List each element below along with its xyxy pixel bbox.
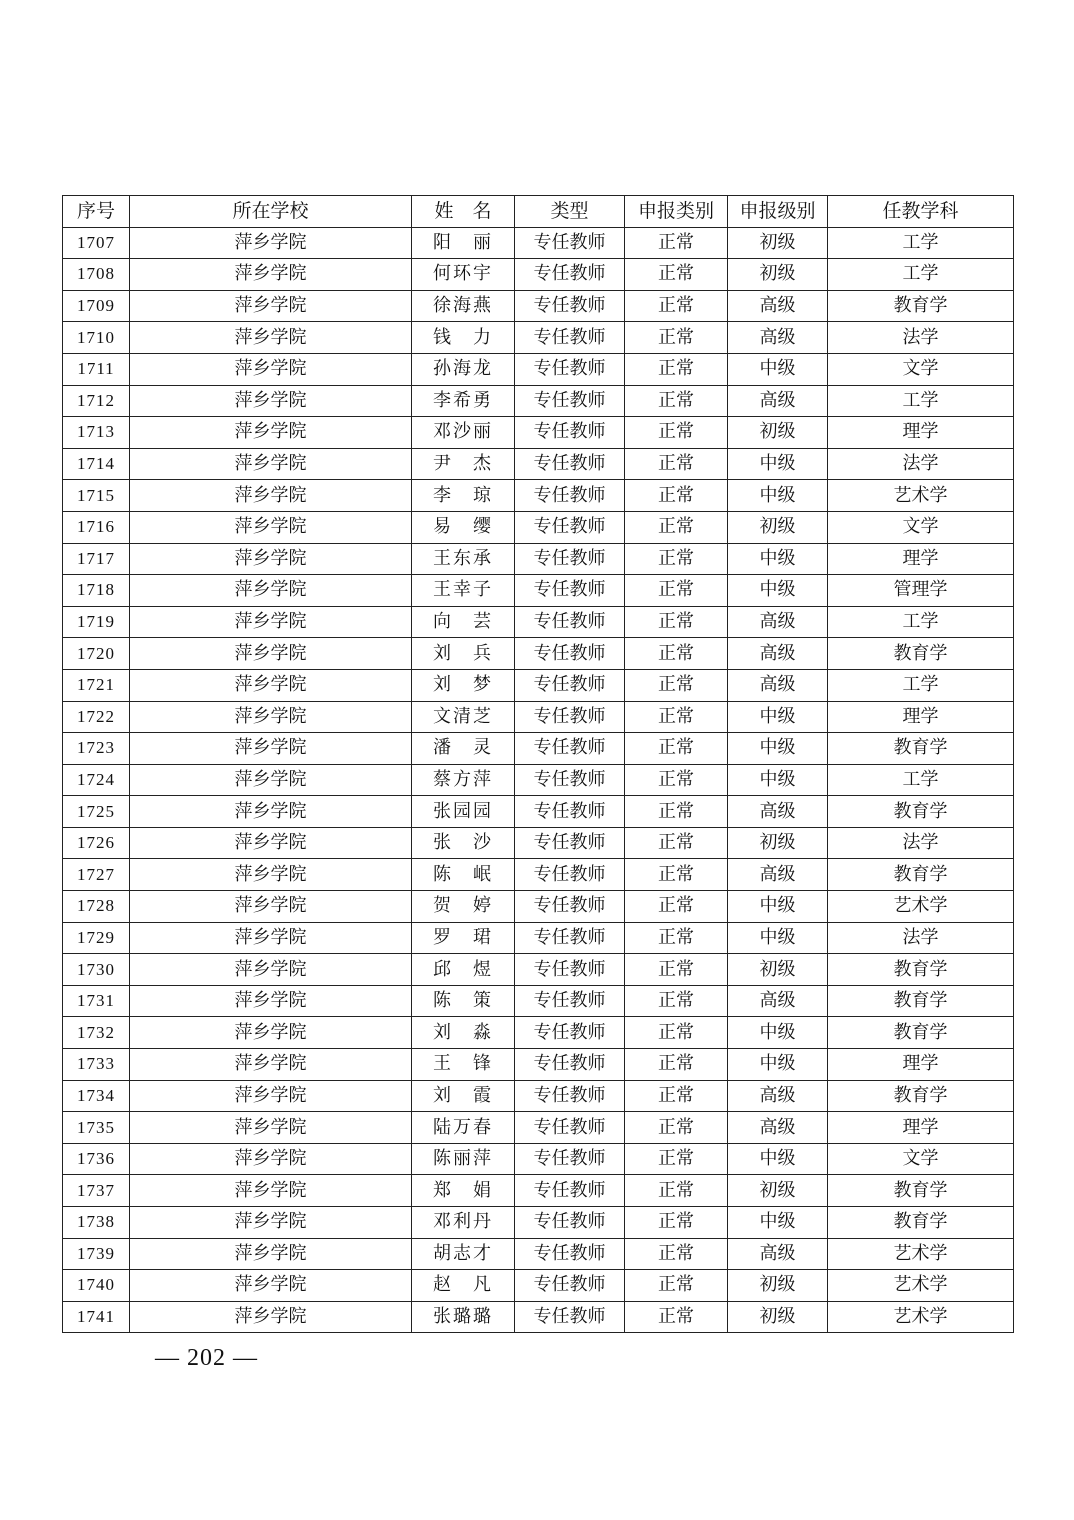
table-row <box>63 1049 1014 1081</box>
cell-apply-level: 中级 <box>728 543 828 575</box>
cell-name: 胡志才 <box>412 1238 515 1270</box>
cell-apply-level: 高级 <box>728 859 828 891</box>
header-no: 序号 <box>63 196 130 228</box>
cell-no: 1731 <box>63 985 130 1017</box>
cell-type: 专任教师 <box>515 954 625 986</box>
cell-no: 1740 <box>63 1270 130 1302</box>
cell-no: 1732 <box>63 1017 130 1049</box>
cell-no: 1712 <box>63 385 130 417</box>
cell-name: 郑 娟 <box>412 1175 515 1207</box>
table-row <box>63 733 1014 765</box>
cell-school: 萍乡学院 <box>130 417 412 449</box>
cell-apply-category: 正常 <box>625 1270 728 1302</box>
cell-apply-level: 中级 <box>728 1207 828 1239</box>
cell-apply-level: 初级 <box>728 511 828 543</box>
cell-type: 专任教师 <box>515 1017 625 1049</box>
cell-no: 1719 <box>63 606 130 638</box>
cell-subject: 管理学 <box>828 575 1014 607</box>
cell-apply-level: 中级 <box>728 1143 828 1175</box>
cell-no: 1737 <box>63 1175 130 1207</box>
cell-subject: 工学 <box>828 669 1014 701</box>
cell-apply-category: 正常 <box>625 827 728 859</box>
cell-apply-category: 正常 <box>625 259 728 291</box>
cell-school: 萍乡学院 <box>130 448 412 480</box>
cell-no: 1733 <box>63 1049 130 1081</box>
cell-type: 专任教师 <box>515 1207 625 1239</box>
cell-apply-level: 中级 <box>728 891 828 923</box>
cell-type: 专任教师 <box>515 827 625 859</box>
cell-no: 1721 <box>63 669 130 701</box>
cell-name: 蔡方萍 <box>412 764 515 796</box>
cell-school: 萍乡学院 <box>130 227 412 259</box>
cell-subject: 教育学 <box>828 985 1014 1017</box>
cell-apply-category: 正常 <box>625 1112 728 1144</box>
cell-type: 专任教师 <box>515 259 625 291</box>
cell-type: 专任教师 <box>515 227 625 259</box>
cell-apply-category: 正常 <box>625 922 728 954</box>
cell-type: 专任教师 <box>515 353 625 385</box>
header-type: 类型 <box>515 196 625 228</box>
cell-type: 专任教师 <box>515 1143 625 1175</box>
cell-type: 专任教师 <box>515 922 625 954</box>
cell-name: 王东承 <box>412 543 515 575</box>
cell-name: 邓利丹 <box>412 1207 515 1239</box>
cell-name: 向 芸 <box>412 606 515 638</box>
table-row <box>63 669 1014 701</box>
cell-no: 1711 <box>63 353 130 385</box>
cell-apply-level: 高级 <box>728 1112 828 1144</box>
cell-name: 王 锋 <box>412 1049 515 1081</box>
cell-type: 专任教师 <box>515 1049 625 1081</box>
table-row <box>63 1238 1014 1270</box>
cell-name: 陈 岷 <box>412 859 515 891</box>
table-row <box>63 954 1014 986</box>
cell-no: 1714 <box>63 448 130 480</box>
table-row <box>63 543 1014 575</box>
cell-apply-level: 高级 <box>728 796 828 828</box>
table-body <box>63 227 1014 1333</box>
cell-school: 萍乡学院 <box>130 543 412 575</box>
cell-school: 萍乡学院 <box>130 638 412 670</box>
cell-school: 萍乡学院 <box>130 1143 412 1175</box>
cell-no: 1739 <box>63 1238 130 1270</box>
cell-no: 1709 <box>63 290 130 322</box>
cell-subject: 教育学 <box>828 733 1014 765</box>
cell-subject: 文学 <box>828 1143 1014 1175</box>
table-row <box>63 859 1014 891</box>
cell-subject: 艺术学 <box>828 1270 1014 1302</box>
cell-apply-category: 正常 <box>625 448 728 480</box>
cell-apply-level: 初级 <box>728 827 828 859</box>
cell-name: 易 缨 <box>412 511 515 543</box>
cell-subject: 法学 <box>828 922 1014 954</box>
cell-apply-level: 初级 <box>728 417 828 449</box>
cell-type: 专任教师 <box>515 543 625 575</box>
cell-type: 专任教师 <box>515 1175 625 1207</box>
cell-apply-level: 中级 <box>728 922 828 954</box>
table-row <box>63 511 1014 543</box>
table-row <box>63 353 1014 385</box>
cell-name: 刘 霞 <box>412 1080 515 1112</box>
cell-type: 专任教师 <box>515 575 625 607</box>
cell-subject: 理学 <box>828 543 1014 575</box>
cell-type: 专任教师 <box>515 859 625 891</box>
cell-apply-level: 中级 <box>728 733 828 765</box>
cell-apply-category: 正常 <box>625 511 728 543</box>
cell-subject: 艺术学 <box>828 480 1014 512</box>
cell-type: 专任教师 <box>515 511 625 543</box>
cell-apply-category: 正常 <box>625 701 728 733</box>
cell-no: 1718 <box>63 575 130 607</box>
cell-school: 萍乡学院 <box>130 669 412 701</box>
cell-name: 张璐璐 <box>412 1301 515 1333</box>
cell-apply-category: 正常 <box>625 575 728 607</box>
cell-school: 萍乡学院 <box>130 701 412 733</box>
table-row <box>63 606 1014 638</box>
cell-type: 专任教师 <box>515 448 625 480</box>
cell-no: 1713 <box>63 417 130 449</box>
cell-apply-category: 正常 <box>625 859 728 891</box>
cell-apply-level: 中级 <box>728 1049 828 1081</box>
cell-name: 邓沙丽 <box>412 417 515 449</box>
cell-school: 萍乡学院 <box>130 764 412 796</box>
cell-subject: 工学 <box>828 764 1014 796</box>
cell-apply-level: 中级 <box>728 1017 828 1049</box>
cell-apply-level: 初级 <box>728 259 828 291</box>
cell-apply-category: 正常 <box>625 669 728 701</box>
cell-no: 1734 <box>63 1080 130 1112</box>
cell-apply-category: 正常 <box>625 954 728 986</box>
cell-school: 萍乡学院 <box>130 1112 412 1144</box>
cell-name: 文清芝 <box>412 701 515 733</box>
cell-no: 1716 <box>63 511 130 543</box>
table-header-row <box>63 196 1014 228</box>
cell-type: 专任教师 <box>515 1238 625 1270</box>
cell-apply-level: 高级 <box>728 322 828 354</box>
cell-name: 张园园 <box>412 796 515 828</box>
cell-apply-level: 中级 <box>728 575 828 607</box>
cell-no: 1729 <box>63 922 130 954</box>
cell-school: 萍乡学院 <box>130 1080 412 1112</box>
table-row <box>63 575 1014 607</box>
cell-school: 萍乡学院 <box>130 891 412 923</box>
cell-type: 专任教师 <box>515 385 625 417</box>
cell-school: 萍乡学院 <box>130 1049 412 1081</box>
cell-name: 刘 淼 <box>412 1017 515 1049</box>
table-row <box>63 480 1014 512</box>
table-row <box>63 1207 1014 1239</box>
cell-subject: 理学 <box>828 1112 1014 1144</box>
cell-type: 专任教师 <box>515 733 625 765</box>
cell-apply-category: 正常 <box>625 1207 728 1239</box>
cell-school: 萍乡学院 <box>130 290 412 322</box>
table-row <box>63 764 1014 796</box>
header-name: 姓 名 <box>412 196 515 228</box>
cell-subject: 工学 <box>828 606 1014 638</box>
table-row <box>63 1175 1014 1207</box>
cell-apply-category: 正常 <box>625 290 728 322</box>
cell-apply-level: 初级 <box>728 227 828 259</box>
cell-apply-category: 正常 <box>625 543 728 575</box>
cell-name: 贺 婷 <box>412 891 515 923</box>
cell-apply-level: 中级 <box>728 480 828 512</box>
table-row <box>63 1143 1014 1175</box>
cell-school: 萍乡学院 <box>130 259 412 291</box>
cell-subject: 教育学 <box>828 290 1014 322</box>
cell-no: 1715 <box>63 480 130 512</box>
cell-apply-level: 初级 <box>728 1270 828 1302</box>
cell-no: 1717 <box>63 543 130 575</box>
cell-apply-level: 初级 <box>728 954 828 986</box>
cell-apply-level: 高级 <box>728 290 828 322</box>
cell-apply-category: 正常 <box>625 764 728 796</box>
cell-type: 专任教师 <box>515 764 625 796</box>
cell-name: 阳 丽 <box>412 227 515 259</box>
cell-subject: 法学 <box>828 448 1014 480</box>
cell-name: 孙海龙 <box>412 353 515 385</box>
table-row <box>63 1112 1014 1144</box>
cell-school: 萍乡学院 <box>130 480 412 512</box>
table-row <box>63 322 1014 354</box>
cell-apply-level: 高级 <box>728 385 828 417</box>
cell-school: 萍乡学院 <box>130 859 412 891</box>
cell-name: 刘 梦 <box>412 669 515 701</box>
cell-apply-category: 正常 <box>625 227 728 259</box>
cell-apply-level: 中级 <box>728 448 828 480</box>
cell-apply-category: 正常 <box>625 480 728 512</box>
table-row <box>63 827 1014 859</box>
cell-name: 尹 杰 <box>412 448 515 480</box>
cell-no: 1738 <box>63 1207 130 1239</box>
cell-apply-category: 正常 <box>625 606 728 638</box>
cell-no: 1708 <box>63 259 130 291</box>
cell-apply-category: 正常 <box>625 1175 728 1207</box>
cell-subject: 工学 <box>828 227 1014 259</box>
cell-type: 专任教师 <box>515 1112 625 1144</box>
cell-type: 专任教师 <box>515 606 625 638</box>
cell-subject: 教育学 <box>828 638 1014 670</box>
cell-name: 刘 兵 <box>412 638 515 670</box>
cell-school: 萍乡学院 <box>130 827 412 859</box>
cell-apply-level: 高级 <box>728 985 828 1017</box>
table-row <box>63 922 1014 954</box>
cell-subject: 文学 <box>828 511 1014 543</box>
cell-subject: 艺术学 <box>828 1301 1014 1333</box>
cell-no: 1727 <box>63 859 130 891</box>
cell-subject: 艺术学 <box>828 891 1014 923</box>
cell-name: 陈丽萍 <box>412 1143 515 1175</box>
cell-no: 1736 <box>63 1143 130 1175</box>
cell-subject: 教育学 <box>828 1207 1014 1239</box>
cell-school: 萍乡学院 <box>130 606 412 638</box>
cell-apply-level: 初级 <box>728 1301 828 1333</box>
table-row <box>63 448 1014 480</box>
cell-apply-level: 高级 <box>728 606 828 638</box>
cell-name: 潘 灵 <box>412 733 515 765</box>
table-row <box>63 701 1014 733</box>
cell-school: 萍乡学院 <box>130 1238 412 1270</box>
cell-subject: 法学 <box>828 827 1014 859</box>
cell-apply-category: 正常 <box>625 1238 728 1270</box>
cell-school: 萍乡学院 <box>130 1301 412 1333</box>
cell-no: 1725 <box>63 796 130 828</box>
cell-type: 专任教师 <box>515 701 625 733</box>
header-apply-level: 申报级别 <box>728 196 828 228</box>
cell-no: 1735 <box>63 1112 130 1144</box>
cell-school: 萍乡学院 <box>130 385 412 417</box>
cell-school: 萍乡学院 <box>130 511 412 543</box>
cell-school: 萍乡学院 <box>130 922 412 954</box>
cell-subject: 理学 <box>828 1049 1014 1081</box>
cell-school: 萍乡学院 <box>130 1207 412 1239</box>
cell-apply-level: 高级 <box>728 638 828 670</box>
cell-subject: 教育学 <box>828 859 1014 891</box>
cell-name: 徐海燕 <box>412 290 515 322</box>
cell-type: 专任教师 <box>515 1270 625 1302</box>
cell-no: 1726 <box>63 827 130 859</box>
cell-subject: 工学 <box>828 385 1014 417</box>
cell-apply-category: 正常 <box>625 1049 728 1081</box>
cell-name: 钱 力 <box>412 322 515 354</box>
cell-name: 何环宇 <box>412 259 515 291</box>
cell-subject: 工学 <box>828 259 1014 291</box>
cell-subject: 艺术学 <box>828 1238 1014 1270</box>
cell-no: 1741 <box>63 1301 130 1333</box>
cell-subject: 教育学 <box>828 1017 1014 1049</box>
table-row <box>63 796 1014 828</box>
cell-no: 1710 <box>63 322 130 354</box>
cell-name: 王幸子 <box>412 575 515 607</box>
cell-school: 萍乡学院 <box>130 954 412 986</box>
cell-subject: 理学 <box>828 701 1014 733</box>
cell-subject: 教育学 <box>828 796 1014 828</box>
cell-subject: 教育学 <box>828 954 1014 986</box>
cell-no: 1722 <box>63 701 130 733</box>
header-subject: 任教学科 <box>828 196 1014 228</box>
table-row <box>63 985 1014 1017</box>
cell-type: 专任教师 <box>515 1080 625 1112</box>
cell-subject: 法学 <box>828 322 1014 354</box>
cell-name: 陈 策 <box>412 985 515 1017</box>
cell-no: 1720 <box>63 638 130 670</box>
cell-name: 赵 凡 <box>412 1270 515 1302</box>
table-row <box>63 259 1014 291</box>
cell-subject: 文学 <box>828 353 1014 385</box>
teacher-roster-table <box>62 195 1014 1333</box>
cell-apply-category: 正常 <box>625 322 728 354</box>
cell-no: 1723 <box>63 733 130 765</box>
cell-apply-category: 正常 <box>625 1143 728 1175</box>
page-number: — 202 — <box>155 1345 258 1371</box>
table-row <box>63 290 1014 322</box>
cell-school: 萍乡学院 <box>130 575 412 607</box>
cell-type: 专任教师 <box>515 796 625 828</box>
cell-subject: 教育学 <box>828 1175 1014 1207</box>
cell-no: 1728 <box>63 891 130 923</box>
cell-apply-level: 高级 <box>728 1080 828 1112</box>
cell-no: 1707 <box>63 227 130 259</box>
cell-apply-level: 中级 <box>728 701 828 733</box>
cell-apply-level: 初级 <box>728 1175 828 1207</box>
cell-school: 萍乡学院 <box>130 985 412 1017</box>
header-apply-category: 申报类别 <box>625 196 728 228</box>
cell-name: 邱 煜 <box>412 954 515 986</box>
cell-school: 萍乡学院 <box>130 353 412 385</box>
cell-apply-category: 正常 <box>625 891 728 923</box>
table-row <box>63 227 1014 259</box>
cell-name: 陆万春 <box>412 1112 515 1144</box>
cell-apply-level: 中级 <box>728 764 828 796</box>
cell-school: 萍乡学院 <box>130 1270 412 1302</box>
table-row <box>63 1017 1014 1049</box>
cell-type: 专任教师 <box>515 322 625 354</box>
table-row <box>63 417 1014 449</box>
cell-apply-category: 正常 <box>625 385 728 417</box>
cell-type: 专任教师 <box>515 480 625 512</box>
cell-apply-category: 正常 <box>625 1017 728 1049</box>
cell-type: 专任教师 <box>515 638 625 670</box>
cell-apply-category: 正常 <box>625 417 728 449</box>
table-row <box>63 891 1014 923</box>
cell-apply-category: 正常 <box>625 733 728 765</box>
cell-no: 1730 <box>63 954 130 986</box>
cell-apply-category: 正常 <box>625 796 728 828</box>
cell-apply-category: 正常 <box>625 638 728 670</box>
cell-apply-category: 正常 <box>625 1080 728 1112</box>
cell-apply-level: 中级 <box>728 353 828 385</box>
cell-type: 专任教师 <box>515 891 625 923</box>
table-row <box>63 1080 1014 1112</box>
cell-subject: 教育学 <box>828 1080 1014 1112</box>
cell-name: 罗 珺 <box>412 922 515 954</box>
table-row <box>63 385 1014 417</box>
cell-school: 萍乡学院 <box>130 1175 412 1207</box>
cell-type: 专任教师 <box>515 669 625 701</box>
table-row <box>63 1270 1014 1302</box>
cell-type: 专任教师 <box>515 417 625 449</box>
table-row <box>63 638 1014 670</box>
cell-type: 专任教师 <box>515 985 625 1017</box>
cell-school: 萍乡学院 <box>130 796 412 828</box>
cell-school: 萍乡学院 <box>130 733 412 765</box>
header-school: 所在学校 <box>130 196 412 228</box>
cell-apply-category: 正常 <box>625 353 728 385</box>
cell-school: 萍乡学院 <box>130 1017 412 1049</box>
cell-name: 李 琼 <box>412 480 515 512</box>
table-row <box>63 1301 1014 1333</box>
cell-school: 萍乡学院 <box>130 322 412 354</box>
cell-apply-category: 正常 <box>625 985 728 1017</box>
cell-apply-category: 正常 <box>625 1301 728 1333</box>
cell-type: 专任教师 <box>515 290 625 322</box>
cell-subject: 理学 <box>828 417 1014 449</box>
cell-name: 李希勇 <box>412 385 515 417</box>
cell-no: 1724 <box>63 764 130 796</box>
cell-apply-level: 高级 <box>728 669 828 701</box>
cell-name: 张 沙 <box>412 827 515 859</box>
cell-type: 专任教师 <box>515 1301 625 1333</box>
cell-apply-level: 高级 <box>728 1238 828 1270</box>
